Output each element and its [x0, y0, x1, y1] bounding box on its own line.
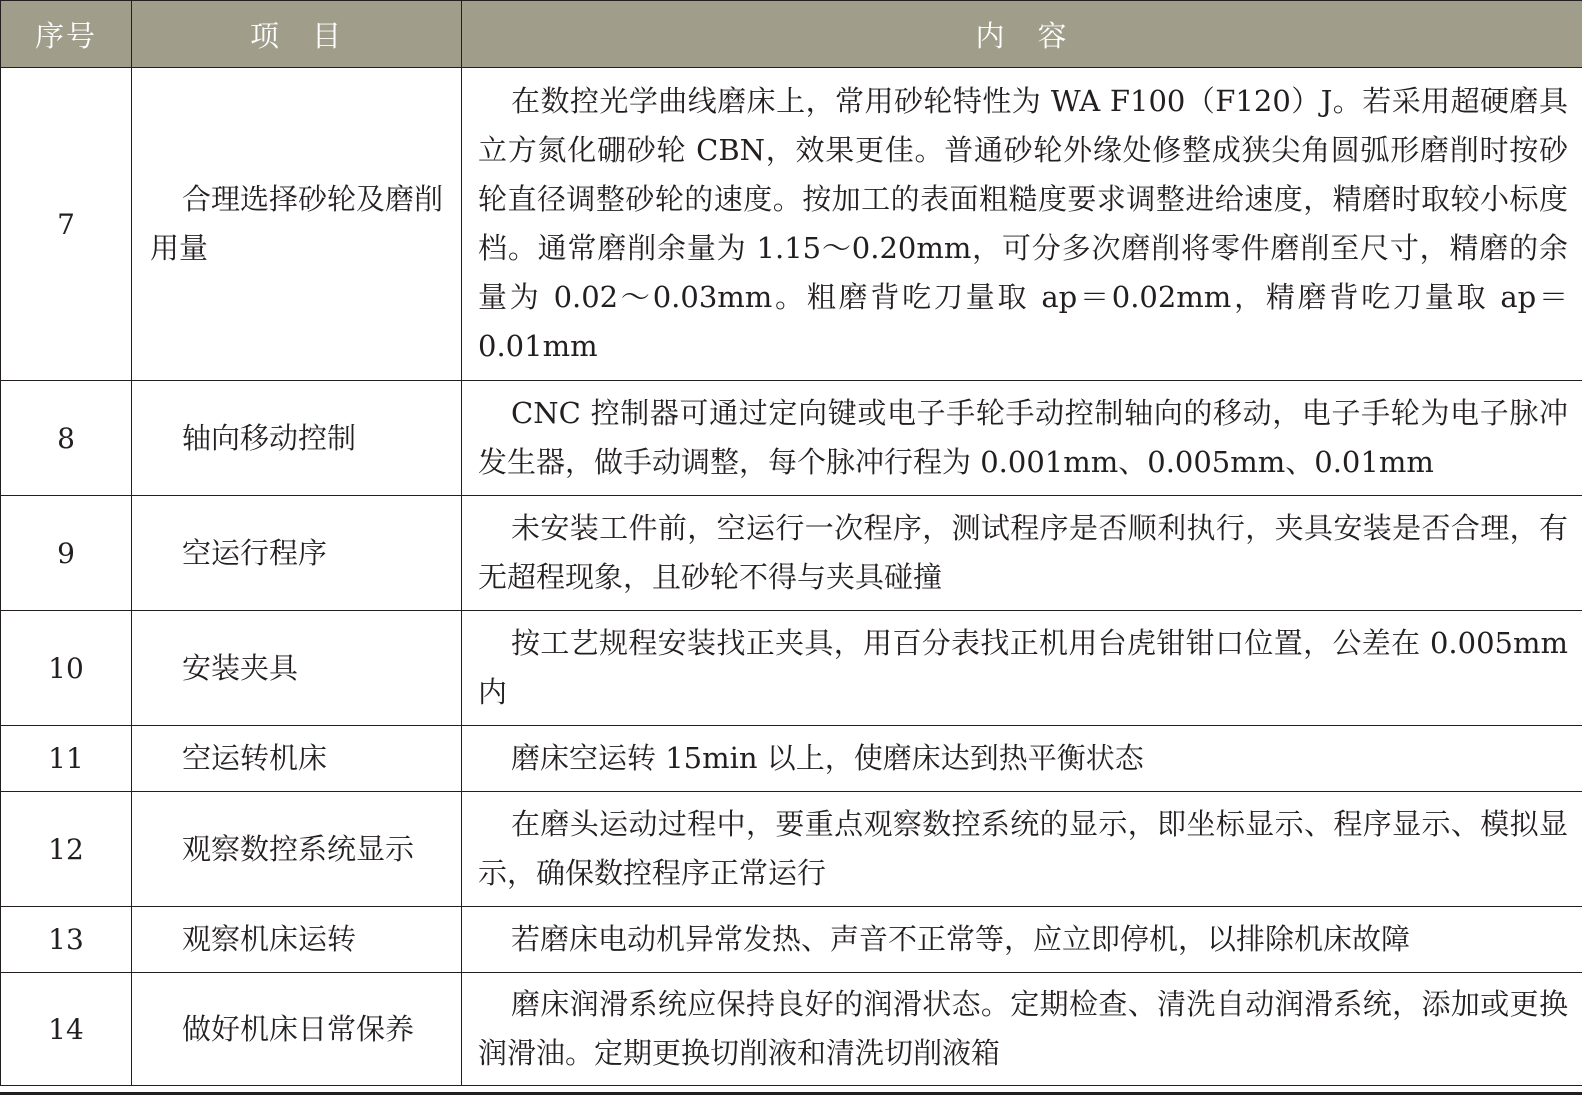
header-row	[1, 1, 1582, 68]
row-item: 合理选择砂轮及磨削用量	[150, 182, 444, 265]
table-row	[1, 907, 1582, 973]
header-item: 项 目	[132, 1, 462, 68]
row-item: 做好机床日常保养	[182, 1011, 415, 1046]
row-content: 磨床润滑系统应保持良好的润滑状态。定期检查、清洗自动润滑系统，添加或更换润滑油。定期更换切削液和清洗切削液箱	[478, 987, 1568, 1070]
row-number: 14	[1, 973, 132, 1086]
row-number: 8	[1, 381, 132, 496]
table-row	[1, 496, 1582, 611]
row-content: CNC 控制器可通过定向键或电子手轮手动控制轴向的移动，电子手轮为电子脉冲发生器，做手动调整，每个脉冲行程为 0.001mm、0.005mm、0.01mm	[478, 396, 1568, 479]
table-bottom-rule	[0, 1092, 1582, 1095]
row-content: 在数控光学曲线磨床上，常用砂轮特性为 WA F100（F120）J。若采用超硬磨具立方氮化硼砂轮 CBN，效果更佳。普通砂轮外缘处修整成狭尖角圆弧形磨削时按砂轮直径调整砂轮的速度。按加工的表面粗糙度要求调整进给速度，精磨时取较小标度档。通常磨削余量为 1.15～0.20mm，可分多次磨削将零件磨削至尺寸，精磨的余量为 0.02～0.03mm。粗磨背吃刀量取 ap＝0.02mm，精磨背吃刀量取 ap＝0.01mm	[478, 84, 1568, 363]
table-row	[1, 973, 1582, 1086]
row-number: 9	[1, 496, 132, 611]
table-row	[1, 611, 1582, 726]
row-item: 观察机床运转	[182, 922, 357, 956]
table-row	[1, 792, 1582, 907]
row-content: 在磨头运动过程中，要重点观察数控系统的显示，即坐标显示、程序显示、模拟显示，确保数控程序正常运行	[478, 807, 1568, 890]
table-row	[1, 726, 1582, 792]
row-number: 10	[1, 611, 132, 726]
row-content: 磨床空运转 15min 以上，使磨床达到热平衡状态	[511, 741, 1144, 775]
header-content: 内 容	[462, 1, 1582, 68]
row-item: 轴向移动控制	[182, 420, 357, 455]
row-item: 空运转机床	[182, 741, 328, 775]
row-number: 11	[1, 726, 132, 792]
row-item: 空运行程序	[182, 535, 328, 570]
header-no: 序号	[1, 1, 132, 68]
row-content: 按工艺规程安装找正夹具，用百分表找正机用台虎钳钳口位置，公差在 0.005mm 内	[478, 626, 1568, 709]
table-row	[1, 381, 1582, 496]
row-item: 安装夹具	[182, 650, 299, 685]
row-number: 12	[1, 792, 132, 907]
row-item: 观察数控系统显示	[182, 831, 415, 866]
row-number: 13	[1, 907, 132, 973]
row-content: 未安装工件前，空运行一次程序，测试程序是否顺利执行，夹具安装是否合理，有无超程现象，且砂轮不得与夹具碰撞	[478, 511, 1568, 594]
row-content: 若磨床电动机异常发热、声音不正常等，应立即停机，以排除机床故障	[511, 922, 1411, 956]
row-number: 7	[1, 68, 132, 381]
table-row	[1, 68, 1582, 381]
